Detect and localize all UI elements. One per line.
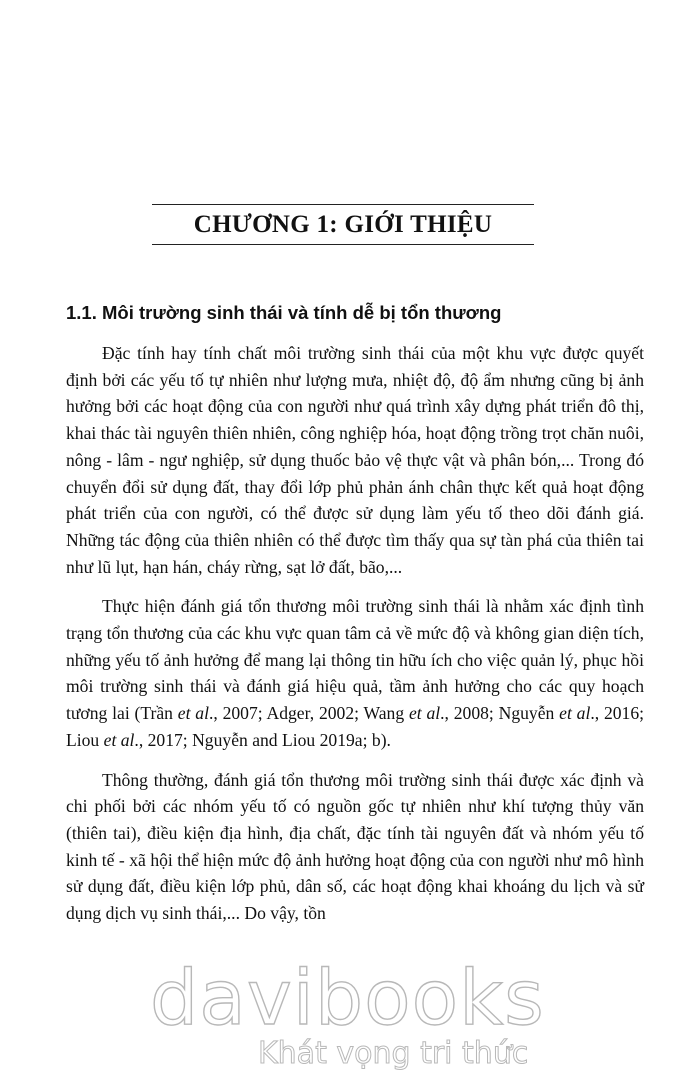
paragraph-1: Đặc tính hay tính chất môi trường sinh thái của một khu vực được quyết định bởi các yếu tố tự nhiên như lượng mưa, nhiệt độ, độ ẩm nhưng cũng bị ảnh hưởng bởi các hoạt động của con người như quá trình xây dựng phát triển đô thị, khai thác tài nguyên thiên nhiên, công nghiệp hóa, hoạt động trồng trọt chăn nuôi, nông - lâm - ngư nghiệp, sử dụng thuốc bảo vệ thực vật và phân bón,... Trong đó chuyển đổi sử dụng đất, thay đổi lớp phủ phản ánh chân thực kết quả hoạt động phát triển của con người, có thể được sử dụng làm yếu tố theo dõi đánh giá. Những tác động của thiên nhiên có thể được tìm thấy qua sự tàn phá của thiên tai như lũ lụt, hạn hán, cháy rừng, sạt lở đất, bão,...	[66, 343, 644, 577]
watermark-brand: davibooks	[150, 953, 545, 1042]
chapter-rule-bottom	[152, 244, 534, 245]
section-heading: 1.1. Môi trường sinh thái và tính dễ bị tổn thương	[66, 302, 502, 323]
paragraph-2	[66, 593, 644, 753]
chapter-title: CHƯƠNG 1: GIỚI THIỆU	[193, 211, 493, 238]
citation-et-al: et al	[408, 703, 441, 724]
paragraph-2-text-3: ., 2008; Nguyễn	[440, 703, 560, 724]
paragraph-3: Thông thường, đánh giá tổn thương môi trường sinh thái được xác định và chi phối bởi các nhóm yếu tố có nguồn gốc tự nhiên như khí tượng thủy văn (thiên tai), điều kiện địa hình, địa chất, đặc tính tài nguyên đất và nhóm yếu tố kinh tế - xã hội thể hiện mức độ ảnh hưởng hoạt động của con người như mô hình sử dụng đất, điều kiện lớp phủ, dân số, các hoạt động khai khoáng du lịch và sử dụng dịch vụ sinh thái,... Do vậy, tồn	[66, 769, 644, 924]
paragraph-2-text-2: ., 2007; Adger, 2002; Wang	[208, 703, 409, 724]
paragraph-2-text-1: Thực hiện đánh giá tổn thương môi trường sinh thái là nhằm xác định tình trạng tổn thương của các khu vực quan tâm cả về mức độ và không gian diện tích, những yếu tố ảnh hưởng để mang lại thông tin hữu ích cho việc quản lý, phục hồi môi trường sinh thái và đánh giá hiệu quả, tầm ảnh hưởng cho các quy hoạch tương lai (Trần	[66, 596, 644, 724]
paragraph-2-text-4: ., 2016; Liou	[66, 703, 645, 750]
body-text	[66, 340, 644, 940]
citation-et-al: et al	[103, 729, 135, 750]
paragraph-2-text-5: ., 2017; Nguyễn and Liou 2019a; b).	[134, 729, 391, 750]
watermark-tagline: Khát vọng tri thức	[258, 1036, 529, 1071]
citation-et-al: et al	[559, 703, 591, 724]
chapter-rule-top	[152, 204, 534, 205]
citation-et-al: et al	[177, 703, 209, 724]
